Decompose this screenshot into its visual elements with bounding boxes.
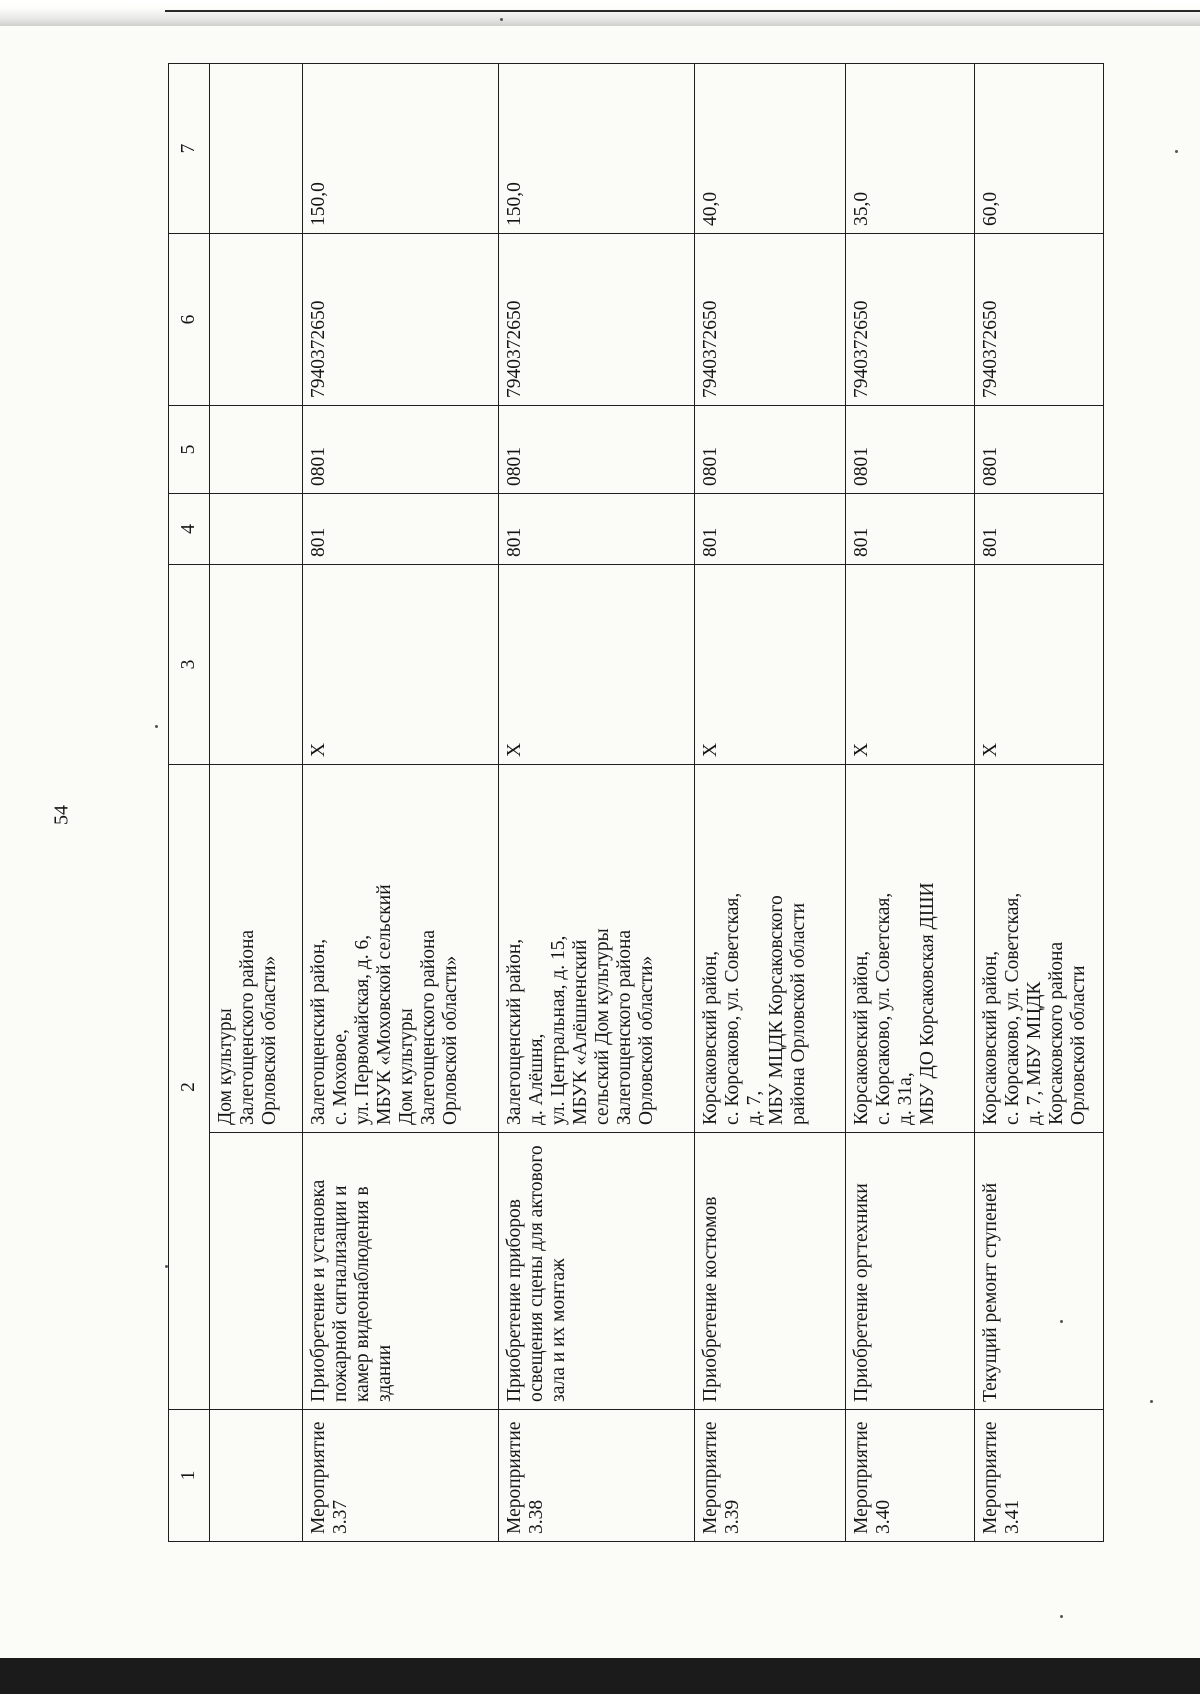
col7-amount: 40,0 [695,64,846,234]
col3-mark: X [303,565,499,765]
column-number-1: 1 [169,1410,210,1542]
column-number-2: 2 [169,765,210,1410]
col4-code: 801 [846,494,975,565]
col6-code: 7940372650 [695,234,846,406]
activity-name: Приобретение и установка пожарной сигнализации и камер видеонаблюдения в здании [303,1133,499,1410]
col3-mark: X [499,565,695,765]
activity-name: Приобретение костюмов [695,1133,846,1410]
scan-speck [155,725,158,728]
column-number-row [169,64,210,1542]
activity-name: Приобретение приборов освещения сцены для актового зала и их монтаж [499,1133,695,1410]
activity-location: Корсаковский район, с. Корсаково, ул. Советская, д. 31а, МБУ ДО Корсаковская ДШИ [846,765,975,1133]
col7-amount: 150,0 [499,64,695,234]
column-number-7: 7 [169,64,210,234]
scan-speck [500,18,503,21]
activity-id: Мероприятие 3.38 [499,1410,695,1542]
col5-code: 0801 [303,406,499,494]
col6-code: 7940372650 [846,234,975,406]
col7-amount: 60,0 [975,64,1104,234]
scan-speck [1060,1320,1063,1323]
scan-speck [165,1265,168,1268]
continuation-cell-5 [210,406,303,494]
activity-id: Мероприятие 3.39 [695,1410,846,1542]
col4-code: 801 [695,494,846,565]
col5-code: 0801 [975,406,1104,494]
col6-code: 7940372650 [303,234,499,406]
activity-name: Текущий ремонт ступеней [975,1133,1104,1410]
column-number-3: 3 [169,565,210,765]
column-number-5: 5 [169,406,210,494]
rotated-table-area [168,64,1089,1542]
col4-code: 801 [499,494,695,565]
page-number-text: 54 [50,805,73,825]
table-row [975,64,1104,1542]
scan-speck [1060,1615,1063,1618]
table-row [695,64,846,1542]
activity-id: Мероприятие 3.40 [846,1410,975,1542]
continuation-cell-1 [210,1410,303,1542]
scan-bottom-edge [0,1658,1200,1694]
col5-code: 0801 [499,406,695,494]
continuation-location: Дом культуры Залегощенского района Орловской области» [210,765,303,1133]
scan-top-rule [165,10,1200,12]
activity-location: Корсаковский район, с. Корсаково, ул. Советская, д. 7, МБУ МЦДК Корсаковского района Орловской области [695,765,846,1133]
activity-name: Приобретение оргтехники [846,1133,975,1410]
column-number-4: 4 [169,494,210,565]
activity-id: Мероприятие 3.37 [303,1410,499,1542]
continuation-row [210,64,303,1542]
continuation-cell-7 [210,64,303,234]
col3-mark: X [975,565,1104,765]
col3-mark: X [846,565,975,765]
activity-location: Залегощенский район, д. Алёшня, ул. Центральная, д. 15, МБУК «Алёшненский сельский Дом культуры Залегощенского района Орловской области» [499,765,695,1133]
continuation-cell-3 [210,565,303,765]
col6-code: 7940372650 [975,234,1104,406]
col5-code: 0801 [695,406,846,494]
continuation-cell-4 [210,494,303,565]
continuation-cell-6 [210,234,303,406]
activity-location: Корсаковский район, с. Корсаково, ул. Советская, д. 7, МБУ МЦДК Корсаковского района Орловской области [975,765,1104,1133]
table-row [303,64,499,1542]
col7-amount: 35,0 [846,64,975,234]
col3-mark: X [695,565,846,765]
activity-location: Залегощенский район, с. Моховое, ул. Первомайская, д. 6, МБУК «Моховской сельский Дом культуры Залегощенского района Орловской области» [303,765,499,1133]
col5-code: 0801 [846,406,975,494]
col7-amount: 150,0 [303,64,499,234]
continuation-cell-name [210,1133,303,1410]
table-row [846,64,975,1542]
table-row [499,64,695,1542]
scan-speck [1175,150,1178,153]
col4-code: 801 [975,494,1104,565]
scan-speck [1150,1400,1153,1403]
budget-table [168,63,1104,1542]
col6-code: 7940372650 [499,234,695,406]
column-number-6: 6 [169,234,210,406]
activity-id: Мероприятие 3.41 [975,1410,1104,1542]
col4-code: 801 [303,494,499,565]
scan-top-edge [0,0,1200,26]
